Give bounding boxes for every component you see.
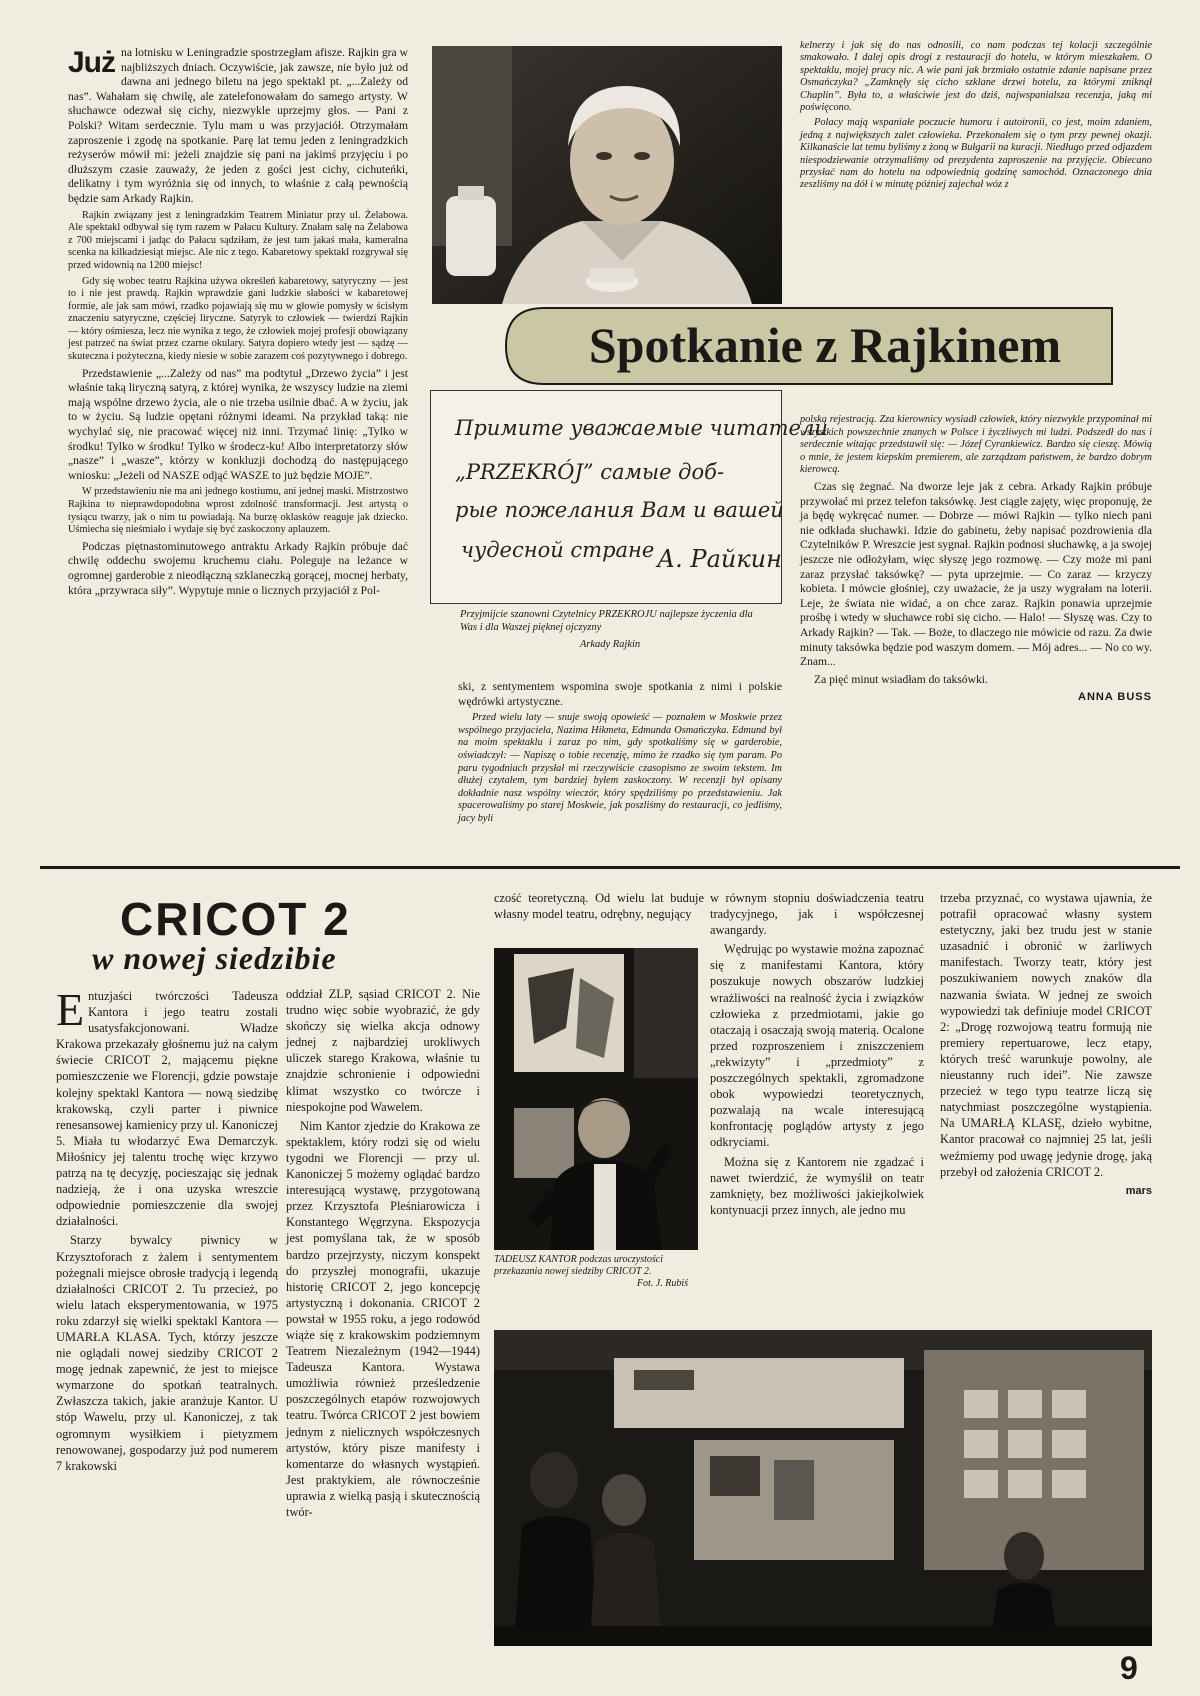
paragraph: Czas się żegnać. Na dworze leje jak z cebra. Arkady Rajkin próbuje przywołać mi przez telefon taksówkę. Jest ciągle zajęty, więc proponuję, że ja będę wykręcać numer. — Dobrze — mówi Rajkin — tylko niech pani nie odkłada słuchawki. Idzie do gabinetu, żeby napisać pozdrowienia dla Czytelników P. Wreszcie jest sygnał. Rajkin podnosi słuchawkę, a ja swojej jeszcze nie odłożyłam, więc słyszę jego rozmowę. — Czy może mi pani zaraz przysłać taksówkę? — pyta uprzejmie. — Co zaraz — krzyczy kobieta. I mówcie głośniej, czy uważacie, że ja uszy wygrałam na loterii. Leje, że świata nie widać, a on chce zaraz. Rajkin ponawia uprzejmie prośbę i wtedy w słuchawce robi się cicho. — Halo! — Słyszę was. Czy to Arkady Rajkin? — Tak. — Boże, to dlaczego nie mówicie od razu. Za dwie minuty taksówka będzie pod waszym domem. — Mój adres... — No co wy. Znam...: [800, 479, 1152, 669]
photo-credit: Fot. J. Rubiś: [636, 1278, 688, 1289]
paragraph: kelnerzy i jak się do nas odnosili, co nam podczas tej kolacji szczególnie smakowało. I dalej opis drogi z restauracji do hotelu, w którym mieszkałem. O spektaklu, mojej pracy nic. A wie pani jak brzmiało ostatnie zdanie napisane przez Osmańczyka? „Zamknęły się cicho szklane drzwi hotelu, za którymi zniknął Chaplin”. Była to, a właściwie jest do dziś, najwspanialsza recenzja, jaką mi poświęcono.: [800, 40, 1152, 114]
handwritten-line: Примите уважаемые читатели: [455, 416, 828, 440]
paragraph: polską rejestracją. Zza kierownicy wysiadł człowiek, który niezwykle przypominał mi wszystkich powszechnie znanych w Polsce i życzliwych mi ludzi. Podszedł do nas i serdecznie witając przedstawił się: — Józef Cyrankiewicz. Bardzo się cieszę. Mówią o mnie, że jestem kiepskim premierem, ale zarządzam państwem, że bardzo dobrym kierowcą.: [800, 414, 1152, 476]
kantor-photo: [494, 948, 698, 1250]
rajkin-column-3-bottom: [800, 414, 1152, 850]
paragraph: Nim Kantor zjedzie do Krakowa ze spektaklem, który rodzi się od wielu tygodni we Florencji — przy ul. Kanoniczej 5 możemy oglądać bardzo interesującą wystawę, przygotowaną przez Krzysztofa Pleśniarowicza i Konstantego Węgrzyna. Ekspozycja jest pomyślana tak, że w sposób bardzo przejrzysty, niczym konspekt do przyszłej monografii, ukazuje historię CRICOT 2, jego koncepcję artystyczną i dokonania. CRICOT 2 powstał w 1955 roku, a jego rodowód wiąże się z krakowskim podziemnym Teatrem Niezależnym (1942—1944) Tadeusza Kantora. Wystawa umożliwia również prześledzenie poszczególnych etapów rozwojowych teatru. Twórca CRICOT 2 jest bowiem jednym z nielicznych współczesnych artystów, który pisze manifesty i komentarze do własnych wystąpień. Jest praktykiem, ale równocześnie uprawia z wielką pasją i skutecznością twór-: [286, 1118, 480, 1519]
rajkin-column-1: [68, 46, 408, 856]
cricot-subtitle: w nowej siedzibie: [92, 940, 337, 976]
page-number: 9: [1120, 1650, 1138, 1686]
cricot-column-4: [710, 890, 924, 1290]
paragraph: Przed wielu laty — snuje swoją opowieść — poznałem w Moskwie przez wspólnego przyjaciela, Nazima Hikmeta, Edmunda Osmańczyka. Edmund był na moim spektaklu i zaraz po nim, gdy spotkaliśmy się w garderobie, oświadczył: — Napiszę o tobie recenzję, mimo że rzadko się tym param. Po paru tygodniach przysłał mi rzeczywiście czasopismo ze swoim tekstem. Im dłużej czytałem, tym bardziej byłem zaskoczony. W recenzji był opisany dokładnie nasz wspólny wieczór, który spędziliśmy po przedstawieniu. Jak spacerowaliśmy po starej Moskwie, jak poszliśmy do restauracji, co jedliśmy, jacy byli: [458, 712, 782, 824]
caption-text: TADEUSZ KANTOR podczas uroczystości przekazania nowej siedziby CRICOT 2.: [494, 1254, 663, 1277]
paragraph: Można się z Kantorem nie zgadzać i nawet twierdzić, że wymyślił on teatr zamknięty, bez możliwości jakiejkolwiek kontynuacji przez innych, ale jedno mu: [710, 1154, 924, 1217]
paragraph: W przedstawieniu nie ma ani jednego kostiumu, ani jednej maski. Mistrzostwo Rajkina to nieprawdopodobna wprost zdolność transformacji. Jest artystą o tysiącu twarzy, jak o nim tu powiadają. Na burzę oklasków reaguje jak dziecko. Uśmiecha się nieśmiało i wydaje się być zaskoczony aplauzem.: [68, 486, 408, 536]
rajkin-column-3-top: [800, 40, 1152, 302]
cricot-title: CRICOT 2: [120, 893, 351, 945]
paragraph: Przedstawienie „...Zależy od nas” ma podtytuł „Drzewo życia” i jest właśnie taką liryczną satyrą, z której wynika, że wszyscy ludzie na ziemi mają wspólne drzewo życia, ale o nie trzeba usilnie dbać. A w życiu, jak to w życiu. Są ludzie opętani różnymi ideami. Na przykład taką: nie wychylać się, nie pracować więcej niż inni. Trzymać linię: „Tylko w środku! Tylko w środku! Tylko w środecz-ku! Albo interpretatorzy słów „nasze” i „wasze”, którzy w konkluzji dochodzą do następującego wniosku: „Jeżeli od NASZE odjąć WASZE to już będzie MOJE”.: [68, 366, 408, 482]
paragraph: na lotnisku w Leningradzie spostrzegłam afisze. Rajkin gra w najbliższych dniach. Oczywiście, jak zawsze, nie było już od dawna ani jednego biletu na jego spektakl pt. „...Zależy od nas”. Wahałam się chwilę, ale zatelefonowałam do samego artysty. W słuchawce odezwał się cichy, niezwykle uprzejmy głos. — Pani z Polski? Witam serdecznie. Tylu mam u was przyjaciół. Otrzymałam zaproszenie i zgodę na spotkanie. Parę lat temu jeden z leningradzkich reżyserów mówił mi: jeżeli znajdzie się pani na jakimś przyjęciu i po dłuższym czasie zauważy, że jeden z gości jest cichy, cichuteńki, delikatny i tym wyróżnia się od innych, to właśnie z całą pewnością będzie sam Arkady Rajkin.: [68, 46, 408, 205]
paragraph: Za pięć minut wsiadłam do taksówki.: [814, 672, 988, 686]
paragraph: w równym stopniu doświadczenia teatru tradycyjnego, jak i współczesnej awangardy.: [710, 891, 924, 938]
paragraph: ski, z sentymentem wspomina swoje spotkania z nimi i polskie wędrówki artystyczne.: [458, 680, 782, 708]
handwritten-line: рые пожелания Вам и вашей: [455, 498, 784, 522]
author-byline: ANNA BUSS: [1078, 691, 1152, 704]
handwritten-line: „PRZEKRÓJ” самые доб-: [455, 460, 725, 484]
cricot-column-5: [940, 890, 1152, 1310]
paragraph: Polacy mają wspaniałe poczucie humoru i autoironii, co jest, moim zdaniem, jedną z największych zalet człowieka. Przekonałem się o tym przy pewnej okazji. Kilkanaście lat temu byliśmy z żoną w Bułgarii na kuracji. Niedługo przed odjazdem niespodziewanie otrzymaliśmy od prezydenta zaproszenie na przyjęcie. Obiecano przysłać nam do hotelu na odpowiednią godzinę samochód. Oznaczonego dnia zeszliśmy na dół i w minutę później zajechał wóz z: [800, 117, 1152, 191]
rajkin-column-2: [458, 680, 782, 860]
section-divider: [40, 866, 1180, 869]
caption-signature: Arkady Rajkin: [579, 639, 641, 650]
caption-text: Przyjmijcie szanowni Czytelnicy PRZEKROJU najlepsze życzenia dla Was i dla Waszej pięknej ojczyzny: [460, 609, 753, 633]
handwritten-signature: А. Райкин: [657, 545, 782, 573]
cricot-column-2: [286, 986, 480, 1646]
handwritten-note: [430, 390, 828, 604]
dropcap: E: [56, 984, 85, 1035]
paragraph: Starzy bywalcy piwnicy w Krzysztoforach z żalem i sentymentem pożegnali miejsce obrosłe tradycją i legendą działalności CRICOT 2. Tu przecież, po wielu latach eksperymentowania, w 1975 roku zdarzył się wielki spektakl Kantora — UMARŁA KLASA. Tych, którzy jeszcze nie oglądali nowej siedziby CRICOT 2 mogę jednak zapewnić, że jest to miejsce wymarzone do spotkań teatralnych. Zwłaszcza takich, jakie aranżuje Kantor. U stóp Wawelu, przy ul. Kanoniczej, z tak ogromnym wysiłkiem i pietyzmem renowowanej, gospodarzy już pod numerem 7 krakowski: [56, 1233, 278, 1473]
paragraph: czość teoretyczną. Od wielu lat buduje własny model teatru, odrębny, negujący: [494, 891, 704, 922]
note-caption: [460, 608, 760, 651]
paragraph: Rajkin związany jest z leningradzkim Teatrem Miniatur przy ul. Żelabowa. Ale spektakl odbywał się tym razem w Pałacu Kultury. Znałam salę na Żelabowa z 700 miejscami i jadąc do Pałacu sądziłam, że jest tam jakaś mała, kameralna scenka na kilkadziesiąt miejsc. Ale nic z tego. Kabaretowy spektakl rozgrywał się przed widownią na 1200 miejsc!: [68, 209, 408, 271]
kantor-photo-caption: [494, 1254, 698, 1290]
paragraph: oddział ZLP, sąsiad CRICOT 2. Nie trudno więc sobie wyobrazić, że gdy skończy się wielka akcja odnowy jednej z najbardziej urokliwych uliczek starego Krakowa, właśnie tu znajdzie schronienie i odpowiedni klimat wszystko co twórcze i niespokojne pod Wawelem.: [286, 987, 480, 1114]
cricot-column-3: [494, 890, 704, 946]
paragraph: trzeba przyznać, co wystawa ujawnia, że potrafił opracować własny system estetyczny, jaki bez trudu jest w stanie uzasadnić i obronić w żarliwych manifestach. Tworzy teatr, który jest poszukiwaniem nowych znaków dla nazwania świata. W jednej ze swoich wypowiedzi tak definiuje model CRICOT 2: „Drogę rozwojową teatru formują nie premiery repertuarowe, lecz etapy, których treść warunkuje powolny, ale nieustanny ruch idei”. Nie zawsze przecież w tego typu teatrze liczą się natychmiast poszczególne wystąpienia. Na UMARŁĄ KLASĘ, dzieło wybitne, Kantor pracował co najmniej 25 lat, jeśli weźmiemy pod uwagę jedynie drogę, jaką przebył od założenia CRICOT 2.: [940, 891, 1152, 1179]
rajkin-portrait-photo: [432, 46, 782, 304]
handwritten-line: чудесной стране: [461, 538, 655, 562]
paragraph: Wędrując po wystawie można zapoznać się z manifestami Kantora, który poszukuje nowych obszarów ludzkiej wrażliwości na realność życia i związków człowieka z przedmiotami, jakie go otaczają i osaczają swoją materią. Ocalone przed rozproszeniem i zniszczeniem „rekwizyty” i „przedmioty” z poszczególnych spektakli, zgromadzone obok wypowiedzi teoretycznych, pozwalają na wcale interesującą konfrontację poglądów artysty z jego odkryciami.: [710, 942, 924, 1150]
rajkin-title-banner: [500, 302, 1120, 390]
article-title: Spotkanie z Rajkinem: [588, 317, 1062, 373]
paragraph: Podczas piętnastominutowego antraktu Arkady Rajkin próbuje dać chwilę oddechu swojemu kruchemu ciału. Poleguje na leżance w ogromnej garderobie z nieodłączną szklaneczką gorącej, mocnej herbaty, która „przywraca siły”. Wypytuje mnie o licznych przyjaciół z Pol-: [68, 539, 408, 597]
cricot-column-1: [56, 984, 278, 1644]
paragraph: Gdy się wobec teatru Rajkina używa określeń kabaretowy, satyryczny — jest to i nie jest prawdą. Rajkin wprawdzie gani ludzkie słabości w kabaretowej formie, ale jak sam mówi, rzadko pojawiają się mu w głowie pomysły w ścisłym znaczeniu satyryczne, częściej liryczne. Satyryk to człowiek — twierdzi Rajkin — który ośmiesza, lecz nie wynika z tego, że człowiek mojej profesji obowiązany jest patrzeć na świat przez czarne okulary. Satyra dopiero wtedy jest — sądzę — skuteczna i pożyteczna, kiedy niesie w sobie zarazem coś pozytywnego i dobrego.: [68, 275, 408, 363]
paragraph: ntuzjaści twórczości Tadeusza Kantora i jego teatru zostali usatysfakcjonowani. Władze Krakowa przekazały głośnemu już na całym świecie CRICOT 2, mającemu piękne pomieszczenie we Florencji, gdzie powstaje kolejny spektakl Kantora — nową siedzibę krakowską, czyli parter i piwnice renesansowej kamienicy przy ul. Kanoniczej 5. Miała tu włodarzyć Ewa Demarczyk. Miłośnicy jej talentu trochę więc krzywo patrzą na tę decyzję, pocieszając się jednak nadzieją, że i ona uzyska wreszcie odpowiednie pomieszczenie dla swojej działalności.: [56, 989, 278, 1229]
dropcap: Już: [68, 46, 116, 79]
author-byline: mars: [1125, 1184, 1152, 1197]
exhibition-photo: [494, 1330, 1152, 1646]
